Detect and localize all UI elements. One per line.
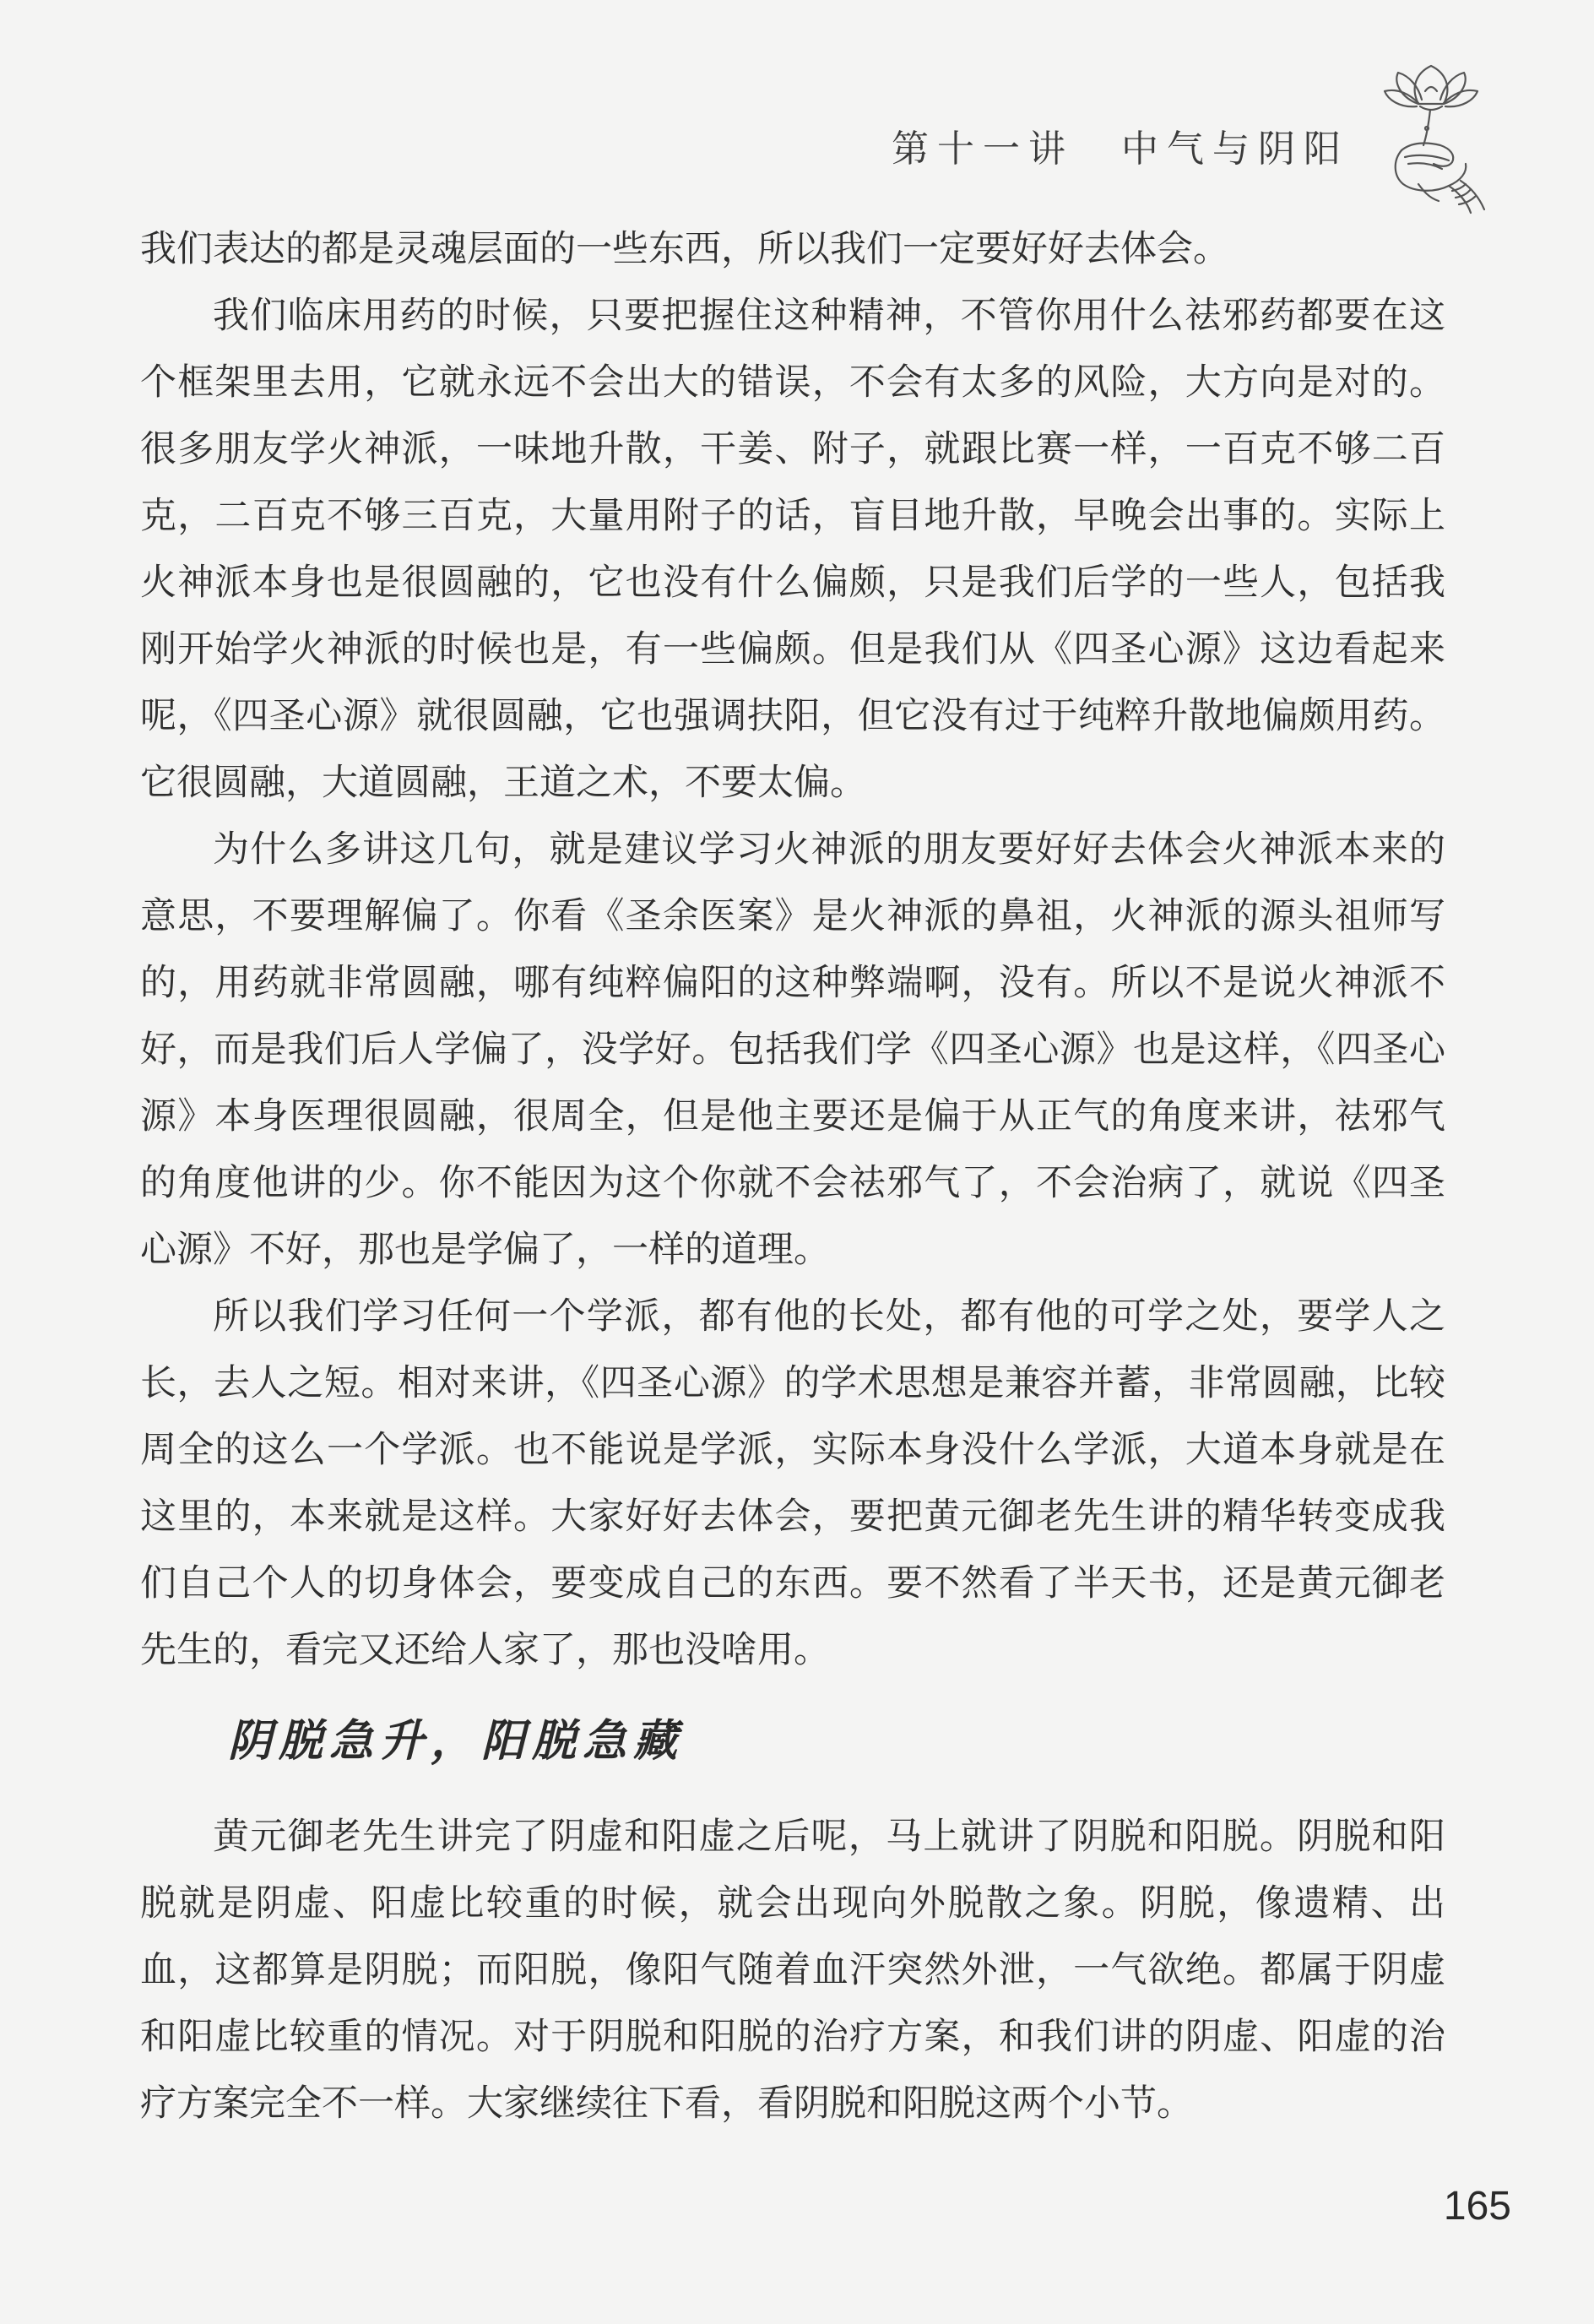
page-number: 165: [1443, 2184, 1511, 2229]
paragraph: 所以我们学习任何一个学派，都有他的长处，都有他的可学之处，要学人之长，去人之短。相对来讲，《四圣心源》的学术思想是兼容并蓄，非常圆融，比较周全的这么一个学派。也不能说是学派，实际本身没什么学派，大道本身就是在这里的，本来就是这样。大家好好去体会，要把黄元御老先生讲的精华转变成我们自己个人的切身体会，要变成自己的东西。要不然看了半天书，还是黄元御老先生的，看完又还给人家了，那也没啥用。: [140, 1295, 1445, 1671]
paragraph: 为什么多讲这几句，就是建议学习火神派的朋友要好好去体会火神派本来的意思，不要理解偏了。你看《圣余医案》是火神派的鼻祖，火神派的源头祖师写的，用药就非常圆融，哪有纯粹偏阳的这种弊端啊，没有。所以不是说火神派不好，而是我们后人学偏了，没学好。包括我们学《四圣心源》也是这样，《四圣心源》本身医理很圆融，很周全，但是他主要还是偏于从正气的角度来讲，祛邪气的角度他讲的少。你不能因为这个你就不会祛邪气了，不会治病了，就说《四圣心源》不好，那也是学偏了，一样的道理。: [140, 828, 1445, 1271]
running-header: [892, 118, 1349, 172]
lotus-hand-icon: [1368, 57, 1494, 218]
chapter-title: 中气与阴阳: [1121, 128, 1349, 171]
paragraph: 我们临床用药的时候，只要把握住这种精神，不管你用什么祛邪药都要在这个框架里去用，它就永远不会出大的错误，不会有太多的风险，大方向是对的。很多朋友学火神派，一味地升散，干姜、附子，就跟比赛一样，一百克不够二百克，二百克不够三百克，大量用附子的话，盲目地升散，早晚会出事的。实际上火神派本身也是很圆融的，它也没有什么偏颇，只是我们后学的一些人，包括我刚开始学火神派的时候也是，有一些偏颇。但是我们从《四圣心源》这边看起来呢，《四圣心源》就很圆融，它也强调扶阳，但它没有过于纯粹升散地偏颇用药。它很圆融，大道圆融，王道之术，不要太偏。: [140, 295, 1445, 804]
section-heading: 阴脱急升，阳脱急藏: [228, 1715, 685, 1767]
body-text: [140, 216, 1445, 2137]
paragraph: 我们表达的都是灵魂层面的一些东西，所以我们一定要好好去体会。: [140, 228, 1229, 270]
paragraph: 黄元御老先生讲完了阴虚和阳虚之后呢，马上就讲了阴脱和阳脱。阴脱和阳脱就是阴虚、阳虚比较重的时候，就会出现向外脱散之象。阴脱，像遗精、出血，这都算是阴脱；而阳脱，像阳气随着血汗突然外泄，一气欲绝。都属于阴虚和阳虚比较重的情况。对于阴脱和阳脱的治疗方案，和我们讲的阴虚、阳虚的治疗方案完全不一样。大家继续往下看，看阴脱和阳脱这两个小节。: [140, 1816, 1445, 2125]
chapter-number: 第十一讲: [892, 128, 1074, 171]
